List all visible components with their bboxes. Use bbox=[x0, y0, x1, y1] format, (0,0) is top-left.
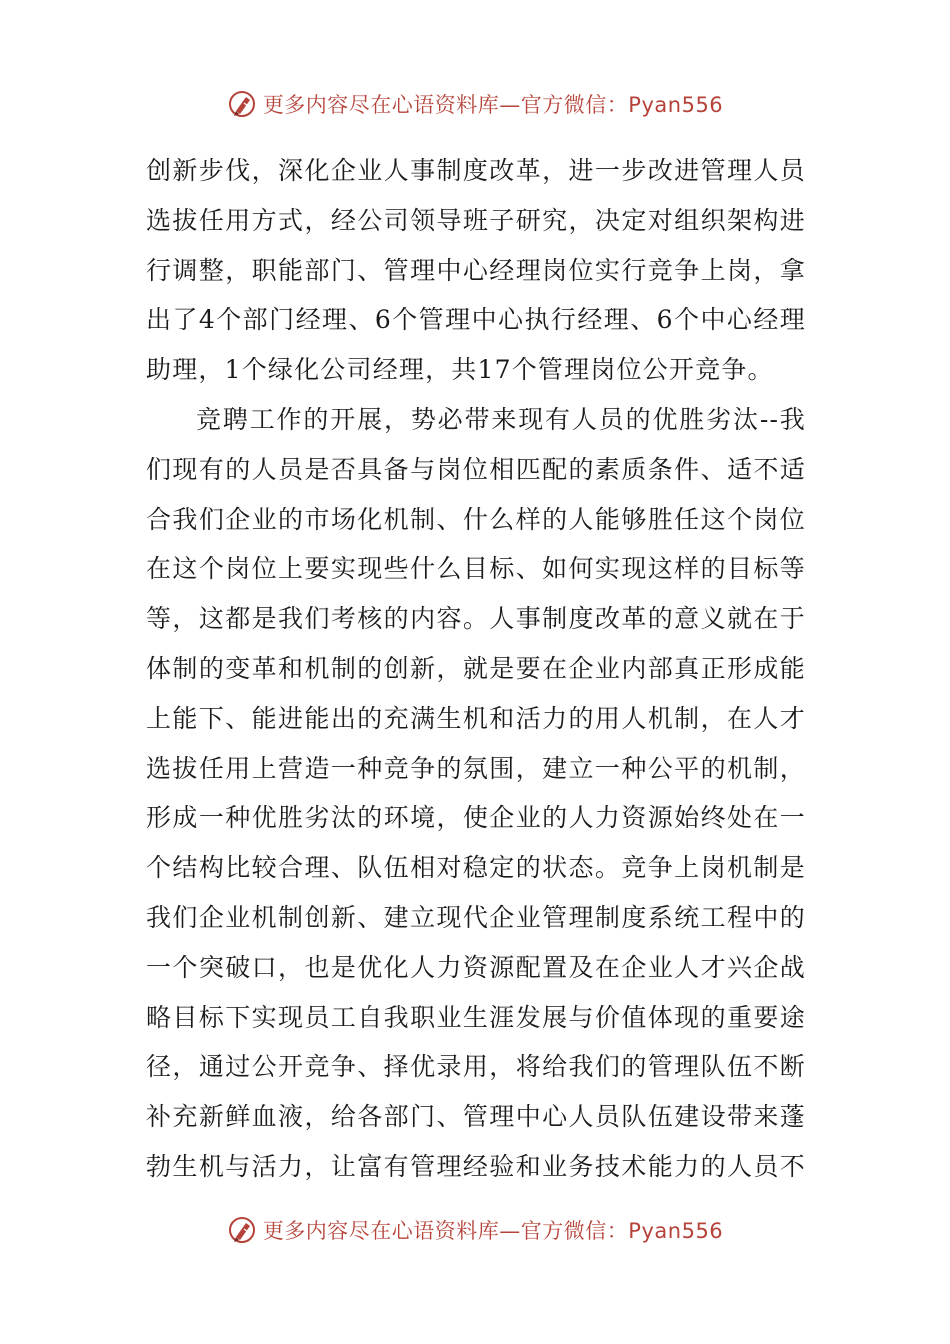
text-line: 略目标下实现员工自我职业生涯发展与价值体现的重要途 bbox=[146, 1002, 806, 1032]
text-line: 创新步伐，深化企业人事制度改革，进一步改进管理人员 bbox=[146, 156, 806, 185]
text-line: 上能下、能进能出的充满生机和活力的用人机制，在人才 bbox=[146, 703, 806, 733]
pen-logo-icon bbox=[227, 89, 257, 119]
text-line: 勃生机与活力，让富有管理经验和业务技术能力的人员不 bbox=[146, 1151, 806, 1181]
text-line: 选拔任用上营造一种竞争的氛围，建立一种公平的机制， bbox=[146, 753, 806, 783]
text-line: 体制的变革和机制的创新，就是要在企业内部真正形成能 bbox=[146, 653, 806, 683]
text-line: 竞聘工作的开展，势必带来现有人员的优胜劣汰--我 bbox=[196, 404, 806, 434]
text-line: 补充新鲜血液，给各部门、管理中心人员队伍建设带来蓬 bbox=[146, 1102, 806, 1132]
text-line: 助理，1个绿化公司经理，共17个管理岗位公开竞争。 bbox=[146, 355, 774, 385]
text-line: 选拔任用方式，经公司领导班子研究，决定对组织架构进 bbox=[146, 205, 806, 235]
watermark-text: 更多内容尽在心语资料库—官方微信：Pyan556 bbox=[262, 93, 724, 117]
paragraph bbox=[146, 146, 806, 395]
text-line: 一个突破口，也是优化人力资源配置及在企业人才兴企战 bbox=[146, 952, 806, 982]
text-line: 个结构比较合理、队伍相对稳定的状态。竞争上岗机制是 bbox=[146, 853, 806, 883]
text-line: 出了4个部门经理、6个管理中心执行经理、6个中心经理 bbox=[146, 305, 806, 335]
paragraph bbox=[146, 395, 806, 1192]
text-line: 形成一种优胜劣汰的环境，使企业的人力资源始终处在一 bbox=[146, 803, 806, 833]
document-body bbox=[146, 146, 806, 1192]
pen-logo-icon bbox=[227, 1215, 257, 1245]
text-line: 行调整，职能部门、管理中心经理岗位实行竞争上岗，拿 bbox=[146, 255, 806, 285]
text-line: 等，这都是我们考核的内容。人事制度改革的意义就在于 bbox=[146, 604, 806, 634]
footer-watermark bbox=[0, 1210, 950, 1250]
header-watermark bbox=[0, 84, 950, 124]
watermark-text: 更多内容尽在心语资料库—官方微信：Pyan556 bbox=[262, 1219, 724, 1243]
text-line: 在这个岗位上要实现些什么目标、如何实现这样的目标等 bbox=[146, 554, 806, 584]
text-line: 合我们企业的市场化机制、什么样的人能够胜任这个岗位 bbox=[146, 504, 806, 534]
text-line: 径，通过公开竞争、择优录用，将给我们的管理队伍不断 bbox=[146, 1052, 806, 1082]
text-line: 我们企业机制创新、建立现代企业管理制度系统工程中的 bbox=[146, 902, 806, 932]
text-line: 们现有的人员是否具备与岗位相匹配的素质条件、适不适 bbox=[146, 454, 806, 484]
